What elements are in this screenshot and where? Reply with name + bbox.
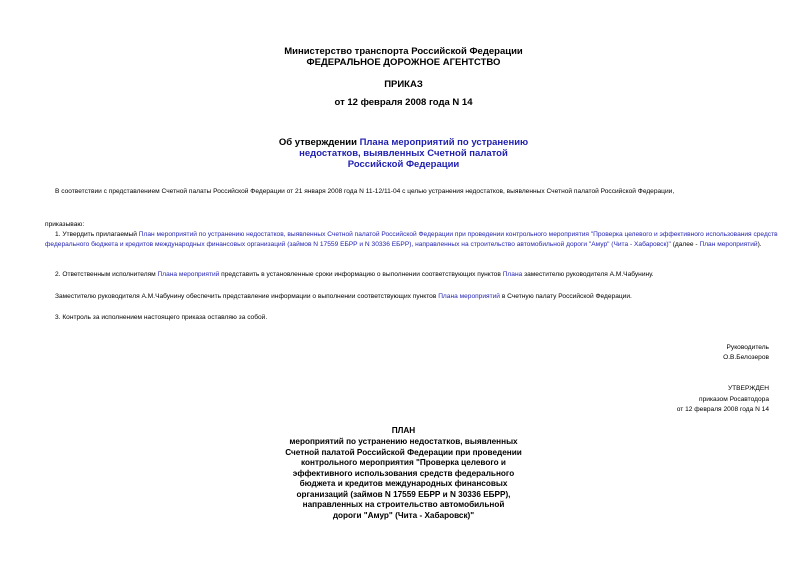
plan-link-short[interactable]: План мероприятий (699, 241, 758, 248)
paragraph-1 (45, 230, 790, 250)
title-link-line1[interactable]: Плана мероприятий по устранению (359, 137, 529, 148)
p2-plan-link[interactable]: Плана мероприятий (157, 271, 220, 278)
order-word: приказываю: (45, 221, 85, 228)
p3-start: Заместителю руководителя А.М.Чабунину обеспечить представление информации о выполнении соответствующих пунктов (55, 293, 439, 300)
title-line2 (0, 148, 807, 159)
approval-by: приказом Росавтодора (699, 396, 769, 403)
p1-mid: (далее - (670, 241, 700, 248)
p2-end: заместителю руководителя А.М.Чабунину. (522, 271, 654, 278)
plan-title-line: контрольного мероприятия "Проверка целевого и (301, 458, 506, 467)
approval-date: от 12 февраля 2008 года N 14 (676, 406, 769, 413)
p2-mid: представить в установленные сроки информацию о выполнении соответствующих пунктов (219, 271, 503, 278)
document-date: от 12 февраля 2008 года N 14 (334, 97, 473, 108)
paragraph-2 (55, 270, 654, 280)
plan-title-line: Счетной палатой Российской Федерации при проведении (285, 447, 522, 457)
title-line3 (0, 159, 807, 170)
signature-name: О.В.Белозеров (723, 354, 769, 361)
document-title (0, 137, 807, 148)
ministry-name: Министерство транспорта Российской Федерации (284, 46, 523, 57)
plan-title-line: бюджета и кредитов международных финансовых (299, 479, 508, 488)
agency-name: ФЕДЕРАЛЬНОЕ ДОРОЖНОЕ АГЕНТСТВО (306, 57, 501, 68)
p2-plan-link-short[interactable]: Плана (502, 271, 523, 278)
p2-start: 2. Ответственным исполнителям (55, 271, 158, 278)
paragraph-4: 3. Контроль за исполнением настоящего приказа оставляю за собой. (55, 314, 268, 321)
p3-end: в Счетную палату Российской Федерации. (500, 293, 632, 300)
p3-plan-link[interactable]: Плана мероприятий (438, 293, 500, 300)
intro-paragraph: В соответствии с представлением Счетной палаты Российской Федерации от 21 января 2008 года N 11-12/11-04 с целью устранения недостатков, выявленных Счетной палатой Российской Федерации, (55, 188, 675, 195)
p1-start: 1. Утвердить прилагаемый (55, 231, 139, 238)
title-link-line2[interactable]: недостатков, выявленных Счетной палатой (299, 148, 508, 159)
plan-heading: ПЛАН (391, 426, 416, 435)
p1-end: ). (757, 241, 762, 248)
plan-title-line: эффективного использования средств федерального (292, 468, 515, 478)
plan-link-full[interactable]: План мероприятий по устранению недостатков, выявленных Счетной палатой Российской Федерации при проведении контрольного мероприятия "Проверка целевого и эффективного использования средств федерального бюджета и кредитов международных финансовых организаций (займов N 17559 ЕБРР и N 30336 ЕБРР), направленных на строительство автомобильной дороги "Амур" (Чита - Хабаровск)" (45, 231, 778, 248)
signature-position: Руководитель (726, 344, 769, 351)
title-prefix: Об утверждении (278, 137, 360, 148)
plan-title-line: организаций (займов N 17559 ЕБРР и N 30336 ЕБРР), (296, 489, 511, 499)
paragraph-3 (55, 292, 632, 302)
approval-status: УТВЕРЖДЕН (727, 385, 769, 392)
plan-title-line: дороги "Амур" (Чита - Хабаровск)" (332, 510, 475, 520)
document-type: ПРИКАЗ (384, 79, 423, 90)
plan-title-line: мероприятий по устранению недостатков, выявленных (289, 437, 518, 446)
title-link-line3[interactable]: Российской Федерации (347, 159, 460, 170)
plan-title-line: направленных на строительство автомобильной (302, 500, 505, 509)
